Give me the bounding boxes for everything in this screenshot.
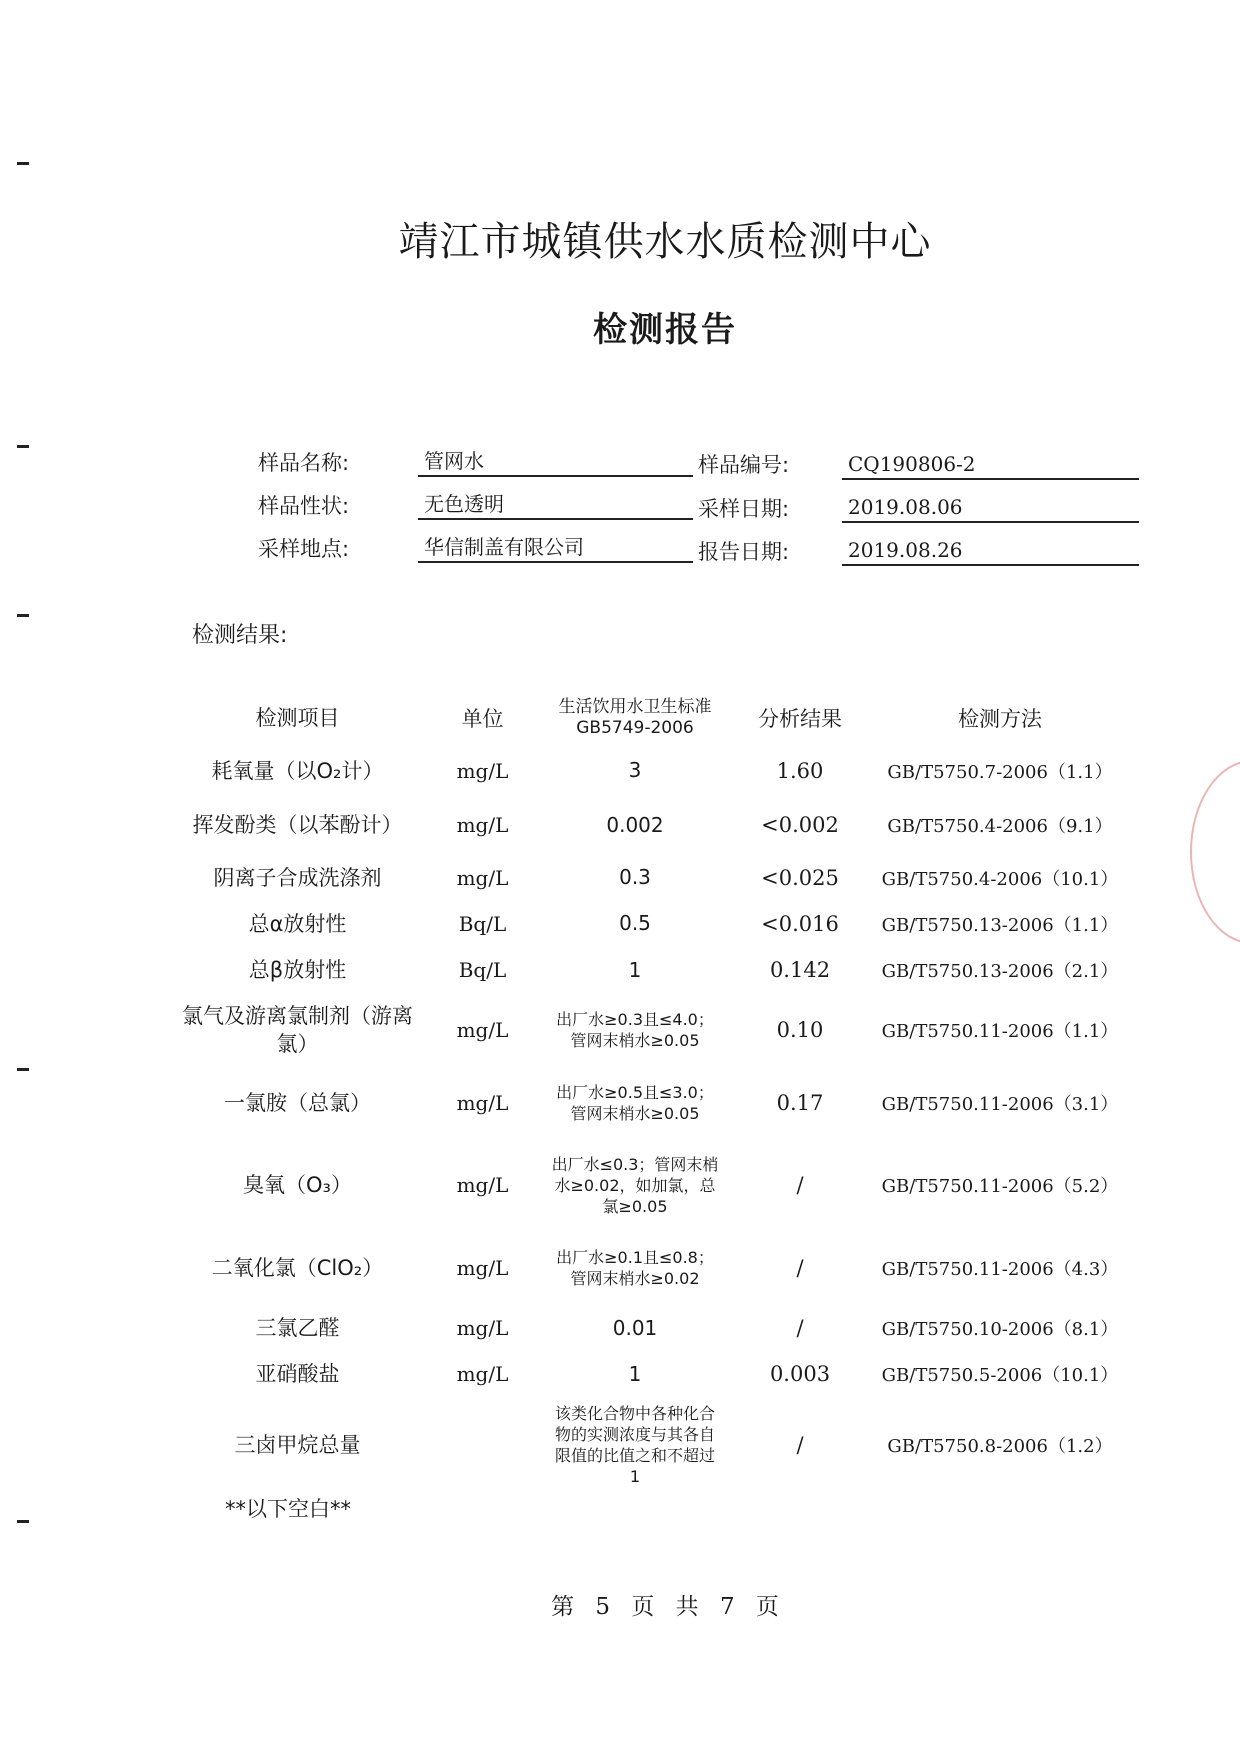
sample-name-label: 样品名称:: [258, 451, 350, 475]
sample-state-value: 无色透明: [418, 490, 693, 520]
method-cell: GB/T5750.7-2006（1.1）: [887, 761, 1113, 783]
table-row: [180, 1305, 1120, 1351]
standard-cell: 出厂水≥0.3且≤4.0；管网末梢水≥0.05: [556, 1010, 714, 1050]
report-date-value: 2019.08.26: [842, 536, 1139, 566]
result-cell: /: [796, 1256, 804, 1280]
unit-cell: Bq/L: [458, 958, 507, 982]
table-row: [180, 1397, 1120, 1493]
org-title: 靖江市城镇供水水质检测中心: [398, 219, 932, 265]
standard-cell: 0.01: [612, 1315, 658, 1340]
unit-cell: mg/L: [456, 813, 509, 837]
method-cell: GB/T5750.8-2006（1.2）: [887, 1436, 1113, 1457]
method-cell: GB/T5750.4-2006（10.1）: [881, 868, 1119, 890]
standard-cell: 0.002: [606, 812, 664, 837]
method-cell: GB/T5750.13-2006（2.1）: [881, 961, 1119, 982]
unit-cell: mg/L: [456, 1256, 509, 1280]
sample-name-value: 管网水: [418, 447, 693, 477]
item-cell: 二氧化氯（ClO₂）: [211, 1256, 384, 1280]
result-cell: 0.003: [769, 1362, 831, 1386]
result-cell: <0.025: [761, 865, 839, 890]
standard-cell: 出厂水≥0.5且≤3.0；管网末梢水≥0.05: [556, 1083, 714, 1123]
sample-id-label: 样品编号:: [698, 453, 790, 477]
method-cell: GB/T5750.13-2006（1.1）: [881, 914, 1119, 936]
result-cell: <0.016: [761, 911, 839, 936]
standard-cell: 出厂水≥0.1且≤0.8；管网末梢水≥0.02: [556, 1248, 714, 1288]
report-date-label: 报告日期:: [698, 540, 790, 564]
scan-mark: [17, 614, 29, 617]
item-cell: 总α放射性: [248, 911, 347, 936]
item-cell: 氯气及游离氯制剂（游离氯）: [182, 1004, 413, 1056]
table-row: [180, 795, 1120, 855]
sample-location-label: 采样地点:: [258, 537, 350, 561]
sample-id-value: CQ190806-2: [842, 450, 1139, 480]
standard-cell: 1: [628, 957, 642, 982]
header-method: 检测方法: [958, 707, 1042, 731]
result-cell: 1.60: [776, 758, 824, 783]
sample-state-label: 样品性状:: [258, 494, 350, 518]
header-item: 检测项目: [255, 706, 340, 730]
result-cell: /: [796, 1433, 804, 1457]
table-row: [180, 900, 1120, 947]
result-cell: /: [796, 1173, 804, 1197]
blank-note: **以下空白**: [225, 1497, 351, 1521]
scan-mark: [17, 1520, 29, 1523]
method-cell: GB/T5750.11-2006（4.3）: [881, 1259, 1119, 1280]
item-cell: 臭氧（O₃）: [243, 1173, 352, 1197]
method-cell: GB/T5750.10-2006（8.1）: [881, 1319, 1119, 1340]
red-stamp: [1190, 760, 1240, 944]
results-label: 检测结果:: [192, 623, 288, 648]
table-row: [180, 1231, 1120, 1305]
sample-location-value: 华信制盖有限公司: [418, 533, 693, 563]
table-header-row: [180, 690, 1120, 746]
table-row: [180, 1139, 1120, 1231]
page-number: 第 5 页 共 7 页: [551, 1594, 779, 1620]
unit-cell: mg/L: [456, 865, 509, 890]
result-cell: /: [796, 1316, 804, 1340]
unit-cell: mg/L: [456, 1173, 509, 1197]
scan-mark: [17, 1068, 29, 1071]
item-cell: 总β放射性: [248, 958, 347, 982]
method-cell: GB/T5750.4-2006（9.1）: [887, 816, 1113, 837]
method-cell: GB/T5750.11-2006（1.1）: [881, 1021, 1119, 1042]
item-cell: 阴离子合成洗涤剂: [213, 865, 382, 890]
item-cell: 耗氧量（以O₂计）: [211, 758, 384, 783]
unit-cell: Bq/L: [458, 911, 507, 936]
standard-cell: 出厂水≤0.3；管网末梢水≥0.02，如加氯，总氯≥0.05: [551, 1154, 719, 1216]
item-cell: 亚硝酸盐: [255, 1362, 340, 1386]
table-row: [180, 746, 1120, 795]
table-row: [180, 993, 1120, 1067]
item-cell: 三氯乙醛: [255, 1316, 340, 1340]
results-table: [180, 690, 1120, 1493]
result-cell: 0.10: [776, 1018, 824, 1042]
sample-date-label: 采样日期:: [698, 497, 790, 521]
unit-cell: mg/L: [456, 1316, 509, 1340]
header-unit: 单位: [461, 707, 504, 731]
standard-cell: 1: [628, 1361, 642, 1386]
result-cell: 0.17: [776, 1091, 824, 1115]
result-cell: <0.002: [761, 813, 839, 837]
unit-cell: mg/L: [456, 1362, 509, 1386]
table-row: [180, 1067, 1120, 1139]
header-standard: 生活饮用水卫生标准GB5749-2006: [558, 697, 712, 738]
header-result: 分析结果: [758, 707, 842, 731]
scan-mark: [17, 162, 29, 165]
standard-cell: 3: [628, 758, 642, 782]
item-cell: 一氯胺（总氯）: [224, 1091, 371, 1115]
unit-cell: mg/L: [456, 1018, 509, 1042]
standard-cell: 0.5: [619, 911, 651, 935]
unit-cell: mg/L: [456, 1091, 509, 1115]
standard-cell: 0.3: [619, 865, 651, 889]
sample-date-value: 2019.08.06: [842, 493, 1139, 523]
result-cell: 0.142: [769, 958, 831, 982]
item-cell: 三卤甲烷总量: [234, 1433, 361, 1457]
table-row: [180, 855, 1120, 900]
method-cell: GB/T5750.11-2006（5.2）: [881, 1176, 1119, 1197]
method-cell: GB/T5750.5-2006（10.1）: [881, 1365, 1119, 1386]
standard-cell: 该类化合物中各种化合物的实测浓度与其各自限值的比值之和不超过1: [554, 1404, 715, 1486]
table-row: [180, 1351, 1120, 1397]
unit-cell: mg/L: [456, 758, 509, 783]
table-row: [180, 947, 1120, 993]
method-cell: GB/T5750.11-2006（3.1）: [881, 1094, 1119, 1115]
scan-mark: [17, 445, 29, 448]
report-title: 检测报告: [593, 310, 737, 350]
item-cell: 挥发酚类（以苯酚计）: [192, 813, 403, 837]
